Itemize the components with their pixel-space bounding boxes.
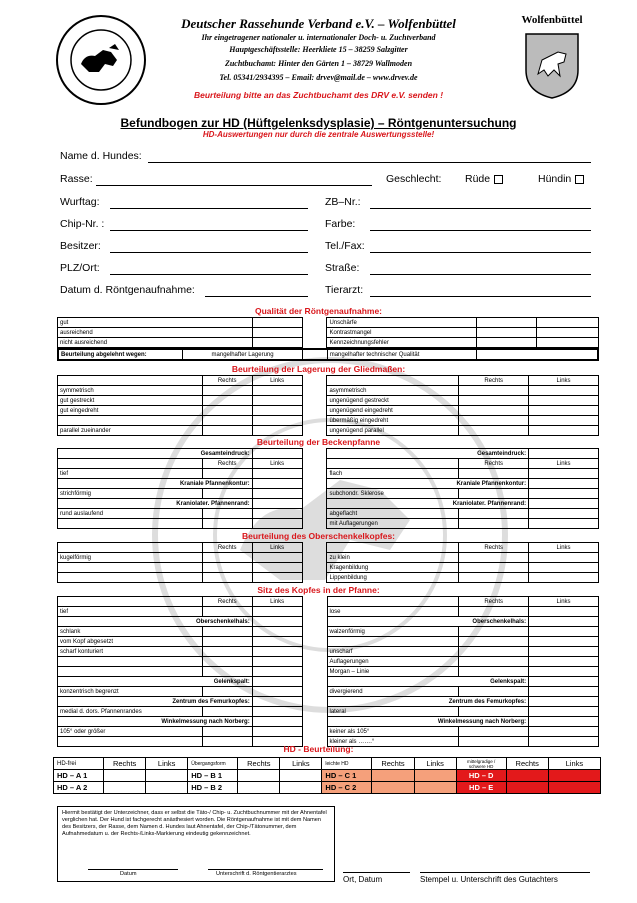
quality-right-2: Kennzeichnungsfehler [327,338,477,348]
col-right: Rechts [459,543,529,553]
col-left: Links [252,459,302,469]
position-left-0: symmetrisch [58,386,203,396]
col-left: Links [252,543,302,553]
col-left: Links [252,376,302,386]
col-left: Links [146,758,188,770]
head-office: Hauptgeschäftsstelle: Heerkliete 15 – 38259 Salzgitter [229,45,408,54]
xray-date-field[interactable] [205,296,308,297]
quality-right-1: Kontrastmangel [327,328,477,338]
quality-left-0: gut [58,318,253,328]
neck-right-4: Morgan – Linie [327,667,459,677]
vet-field[interactable] [370,296,591,297]
hd-group-light: leichte HD [322,758,372,770]
stamp-line[interactable] [420,872,590,873]
femur-right-0: zu klein [327,553,459,563]
seat-title: Sitz des Kopfes in der Pfanne: [257,585,380,595]
col-left: Links [529,597,599,607]
neck-right: Oberschenkelhals: [327,617,529,627]
color-field[interactable] [370,230,591,231]
stamp-label: Stempel u. Unterschrift des Gutachters [420,875,558,884]
notice: Beurteilung bitte an das Zuchtbuchamt des DRV e.V. senden ! [193,90,444,100]
col-left: Links [548,758,600,770]
neck-left-0: schlank [58,627,203,637]
socket-right-2: abgeflacht [327,509,459,519]
neck-right-3: Auflagerungen [327,657,459,667]
socket-left-0: tief [58,469,203,479]
socket-overall-right: Gesamteindruck: [327,449,529,459]
form-title: Befundbogen zur HD (Hüftgelenksdysplasie) – Röntgenuntersuchung [120,116,517,130]
neck-right-1 [327,637,459,647]
hd-b1: HD – B 1 [188,770,238,782]
col-right: Rechts [104,758,146,770]
col-right: Rechts [372,758,414,770]
litter-label: Wurftag: [60,196,100,208]
socket-title: Beurteilung der Beckenpfanne [256,437,381,447]
rejection-table [57,348,599,361]
form-subtitle: HD-Auswertungen nur durch die zentrale Auswertungsstelle! [202,130,435,139]
phone-field[interactable] [370,252,591,253]
gap-left: Gelenkspalt: [58,677,253,687]
seat-table [57,596,599,747]
femur-left-0: kugelförmig [58,553,203,563]
litter-field[interactable] [110,208,308,209]
neck-left-2: scharf konturiert [58,647,203,657]
angle-right-0: keiner als 105° [327,727,459,737]
rejected-quality: mangelhafter technischer Qualität [327,349,477,360]
center-left-0: medial d. dors. Pfannenrandes [58,707,203,717]
femur-right-1: Kragenbildung [327,563,459,573]
hd-title: HD - Beurteilung: [283,744,354,754]
col-left: Links [252,597,302,607]
street-label: Straße: [325,262,360,274]
sex-female-option[interactable] [538,173,584,185]
angle-right-1: kleiner als …….° [327,737,459,747]
hd-c2: HD – C 2 [322,782,372,794]
seat-left-top: tief [58,607,203,617]
col-left: Links [414,758,456,770]
vet-signature-label: Unterschrift d. Röntgentierarztes [216,871,297,877]
male-label: Rüde [465,173,491,185]
hd-e: HD – E [456,782,506,794]
angle-left: Winkelmessung nach Norberg: [58,717,253,727]
hd-b2: HD – B 2 [188,782,238,794]
socket-right-1: subchondr. Sklerose [327,489,459,499]
center-right-0: lateral [327,707,459,717]
position-right-2: ungenügend eingedreht [327,406,459,416]
breeding-office: Zuchtbuchamt: Hinter den Gärten 1 – 38729 Wallmoden [224,59,413,68]
col-left: Links [529,543,599,553]
owner-label: Besitzer: [60,240,101,252]
breed-field[interactable] [96,185,372,186]
zb-field[interactable] [370,208,591,209]
place-date-line[interactable] [343,872,410,873]
phone-label: Tel./Fax: [325,240,365,252]
center-left: Zentrum des Femurkopfes: [58,697,253,707]
position-title: Beurteilung der Lagerung der Gliedmaßen: [231,364,406,374]
col-right: Rechts [238,758,280,770]
chip-label: Chip-Nr. : [60,218,105,230]
col-right: Rechts [202,597,252,607]
angle-left-0: 105° oder größer [58,727,203,737]
hd-c1: HD – C 1 [322,770,372,782]
rejected-position: mangelhafter Lagerung [183,349,303,360]
rejected-label: Beurteilung abgelehnt wegen: [58,349,183,360]
seat-right-top: lose [327,607,459,617]
col-left: Links [280,758,322,770]
col-left: Links [529,459,599,469]
vet-label: Tierarzt: [325,284,364,296]
quality-left-1: ausreichend [58,328,253,338]
col-right: Rechts [459,597,529,607]
org-name: Deutscher Rassehunde Verband e.V. – Wolfenbüttel [181,16,456,31]
position-right-1: ungenügend gestreckt [327,396,459,406]
zb-label: ZB–Nr.: [325,196,361,208]
position-table [57,375,599,436]
zip-field[interactable] [110,274,308,275]
position-left-1: gut gestreckt [58,396,203,406]
femur-right-2: Lippenbildung [327,573,459,583]
crest-title: Wolfenbüttel [521,14,583,26]
col-right: Rechts [202,376,252,386]
gap-left-0: konzentrisch begrenzt [58,687,203,697]
col-right: Rechts [459,376,529,386]
socket-right-0: flach [327,469,459,479]
xray-date-label: Datum d. Röntgenaufnahme: [60,284,195,296]
sex-male-option[interactable] [465,173,503,185]
hd-table [53,757,601,794]
color-label: Farbe: [325,218,356,230]
gap-right: Gelenkspalt: [327,677,529,687]
position-right-4: ungenügend parallel [327,426,459,436]
position-left-3 [58,416,203,426]
coat-of-arms [522,30,582,100]
femur-head-title: Beurteilung des Oberschenkelkopfes: [241,531,396,541]
angle-right: Winkelmessung nach Norberg: [327,717,529,727]
hd-group-severe: mittelgradige / schwere HD [456,758,506,770]
owner-field[interactable] [110,252,308,253]
male-checkbox[interactable] [494,175,503,184]
quality-left-2: nicht ausreichend [58,338,253,348]
vet-signature-line[interactable] [208,869,323,870]
socket-table [57,448,599,529]
socket-left-2: rund auslaufend [58,509,203,519]
date-label: Datum [120,871,137,877]
zip-label: PLZ/Ort: [60,262,100,274]
socket-craniolat-left: Kraniolater. Pfannenrand: [58,499,253,509]
position-left-2: gut eingedreht [58,406,203,416]
hd-a1: HD – A 1 [54,770,104,782]
quality-table [57,317,599,348]
street-field[interactable] [370,274,591,275]
position-right-0: asymmetrisch [327,386,459,396]
neck-left: Oberschenkelhals: [58,617,253,627]
socket-cranial-left: Kraniale Pfannenkontur: [58,479,253,489]
sex-label: Geschlecht: [386,173,442,185]
statement-text: Hiermit bestätigt der Unterzeichner, dass er selbst die Täto-/ Chip- u. Zuchtbuchnummer mit der Ahnentafel verglichen hat. Der Hund ist fachgerecht anästhesiert worden. Die Röntgenaufnahme ist mit dem Namen des Besitzers, der Rasse, dem Namen d. Hundes laut Ahnentafel, der Chip-/Tätonummer, dem Aufnahmedatum u. der Rechts-/Links-Markierung eindeutig gekennzeichnet. [62,810,327,837]
statement-box [57,806,335,882]
hd-d: HD – D [456,770,506,782]
contact-line: Tel. 05341/2934395 – Email: drvev@mail.de – www.drvev.de [219,73,418,82]
socket-right-3: mit Auflagerungen [327,519,459,529]
center-right: Zentrum des Femurkopfes: [327,697,529,707]
socket-craniolat-right: Kraniolater. Pfannenrand: [327,499,529,509]
chip-field[interactable] [110,230,308,231]
dog-name-label: Name d. Hundes: [60,150,142,162]
quality-title: Qualität der Röntgenaufnahme: [254,306,383,316]
quality-right-0: Unschärfe [327,318,477,328]
socket-left-1: strichförmig [58,489,203,499]
socket-cranial-right: Kraniale Pfannenkontur: [327,479,529,489]
org-sub: Ihr eingetragener nationaler u. internationaler Doch- u. Zuchtverband [201,33,436,42]
neck-left-1: vom Kopf abgesetzt [58,637,203,647]
hd-group-free: HD-frei [54,758,104,770]
position-left-4: parallel zueinander [58,426,203,436]
gap-right-0: divergierend [327,687,459,697]
hd-a2: HD – A 2 [54,782,104,794]
col-right: Rechts [506,758,548,770]
col-left: Links [529,376,599,386]
female-checkbox[interactable] [575,175,584,184]
female-label: Hündin [538,173,572,185]
socket-overall-left: Gesamteindruck: [58,449,253,459]
neck-right-0: walzenförmig [327,627,459,637]
dog-name-field[interactable] [148,162,591,163]
position-right-3: übermäßig eingedreht [327,416,459,426]
neck-right-2: unscharf [327,647,459,657]
breed-label: Rasse: [60,173,93,185]
femur-head-table [57,542,599,583]
hd-group-transition: Übergangsform [188,758,238,770]
place-date-label: Ort, Datum [343,875,383,884]
col-right: Rechts [202,543,252,553]
date-line[interactable] [88,869,178,870]
col-right: Rechts [459,459,529,469]
col-right: Rechts [202,459,252,469]
